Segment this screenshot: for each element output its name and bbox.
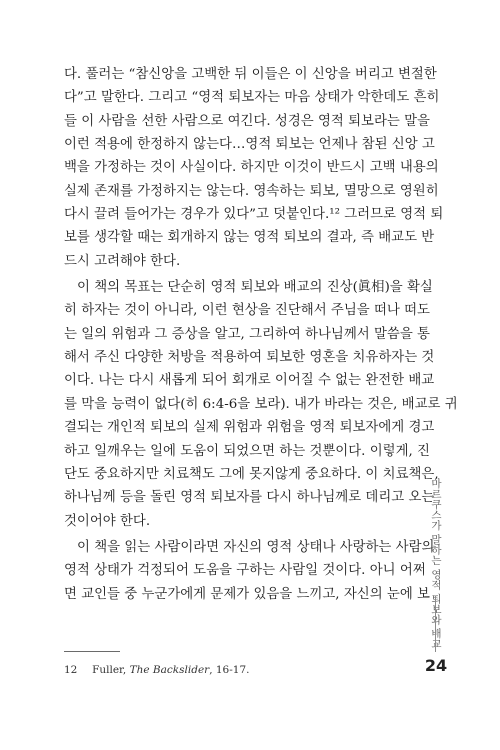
text-line: 다. 풀러는 “참신앙을 고백한 뒤 이들은 이 신앙을 버리고 변절한 [64,67,437,82]
text-line: 면 교인들 중 누군가에게 문제가 있음을 느끼고, 자신의 눈에 보 [64,586,430,602]
text-line: 하나님께 등을 돌린 영적 퇴보자를 다시 하나님께로 데리고 오는 [64,490,435,506]
text-line: 를 막을 능력이 없다(히 6:4-6을 보라). 내가 바라는 것은, 배교로 귀 [64,396,458,412]
text-line: 단도 중요하지만 치료책도 그에 못지않게 중요하다. 이 치료책은, [64,466,439,482]
text-line: 해서 주신 다양한 처방을 적용하여 퇴보한 영혼을 치유하자는 것 [64,350,435,366]
text-line: 이런 적용에 한정하지 않는다…영적 퇴보는 언제나 참된 신앙 고 [64,137,435,153]
text-line: 다”고 말한다. 그리고 “영적 퇴보자는 마음 상태가 악한데도 흔히 [64,90,440,106]
running-head-rule [435,596,436,652]
text-line: 실제 존재를 가정하지는 않는다. 영속하는 퇴보, 멸망으로 영원히 [64,183,439,199]
text-line: 히 하자는 것이 아니라, 이런 현상을 진단해서 주님을 떠나 떠도 [64,303,430,319]
footnote-pages: , 16-17. [209,664,250,676]
footnote-author: Fuller, [92,664,130,676]
footnote [64,664,250,676]
text-line: 이 책을 읽는 사람이라면 자신의 영적 상태나 사랑하는 사람의 [77,539,435,555]
footnote-divider [64,651,120,652]
text-line: 보를 생각할 때는 회개하지 않는 영적 퇴보의 결과, 즉 배교도 반 [64,230,435,246]
text-line: 다시 끌려 들어가는 경우가 있다”고 덧붙인다.¹² 그러므로 영적 퇴 [64,207,444,223]
text-line: 들 이 사람을 선한 사람으로 여긴다. 성경은 영적 퇴보라는 말을 [64,113,430,129]
text-line: 백을 가정하는 것이 사실이다. 하지만 이것이 반드시 고백 내용의 [64,160,439,176]
text-line: 이다. 나는 다시 새롭게 되어 회개로 이어질 수 없는 완전한 배교 [64,373,435,389]
text-line: 이 책의 목표는 단순히 영적 퇴보와 배교의 진상(眞相)을 확실 [77,280,433,296]
text-line: 드시 고려해야 한다. [64,253,181,269]
footnote-book-title: The Backslider [129,664,210,676]
text-line: 것이어야 한다. [64,513,151,529]
footnote-number: 12 [64,664,78,676]
running-head: 마르쿠스가 말하는 영적 퇴보와 배교 [430,478,442,649]
text-line: 하고 일깨우는 일에 도움이 되었으면 하는 것뿐이다. 이렇게, 진 [64,443,430,459]
page-number: 24 [424,656,448,675]
text-line: 결되는 개인적 퇴보의 실제 위험과 위험을 영적 퇴보자에게 경고 [64,420,435,436]
text-line: 는 일의 위험과 그 증상을 알고, 그리하여 하나님께서 말씀을 통 [64,326,430,342]
text-line: 영적 상태가 걱정되어 도움을 구하는 사람일 것이다. 아니 어쩌 [64,563,426,579]
